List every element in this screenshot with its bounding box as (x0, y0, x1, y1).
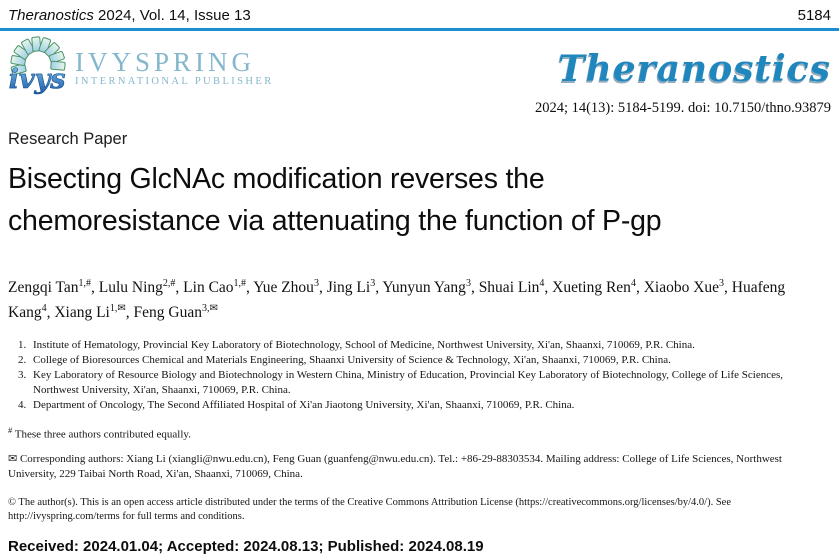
logo-row (0, 31, 839, 127)
equal-contribution-note (0, 412, 839, 441)
running-header (0, 0, 839, 24)
license-note: © The author(s). This is an open access article distributed under the terms of the Creative Commons Attribution License (https://creativecommons.org/licenses/by/4.0/). See http://ivyspring.com/terms for full terms and conditions. (8, 496, 731, 523)
author: Yue Zhou$^3$, (253, 277, 327, 296)
author: Jing Li$^3$, (326, 277, 383, 296)
affiliation-list (8, 338, 831, 412)
article-type-label: Research Paper (8, 130, 128, 148)
running-issue-info: 2024, Vol. 14, Issue 13 (93, 7, 251, 24)
affiliation-item: 3. Key Laboratory of Resource Biology and Biotechnology in Western China, Ministry of Education, Provincial Key Laboratory of Biotechnology, College of Life Sciences, Northwest University, Xi'an, Shaanxi, 710069, P.R. China. (29, 368, 831, 398)
corresponding-authors-note (0, 441, 839, 482)
affiliation-item: 1. Institute of Hematology, Provincial Key Laboratory of Biotechnology, School of Medicine, Northwest University, Xi'an, Shaanxi, 710069, P.R. China. (29, 338, 831, 353)
equal-contribution-marker: # (8, 425, 13, 436)
theranostics-wordmark: Theranostics (557, 48, 831, 90)
article-dates: Received: 2024.01.04; Accepted: 2024.08.13; Published: 2024.08.19 (8, 537, 484, 555)
ivyspring-monogram: ivys (8, 64, 66, 95)
journal-identity (535, 36, 831, 117)
author: Lulu Ning$^{2,\#}$, (98, 277, 184, 296)
affiliation-item: 4. Department of Oncology, The Second Affiliated Hospital of Xi'an Jiaotong University, Xi'an, Shaanxi, 710069, P.R. China. (29, 398, 831, 413)
author: Feng Guan$^{3,✉}$ (133, 302, 218, 321)
author: Yunyun Yang$^3$, (382, 277, 479, 296)
author: Shuai Lin$^4$, (478, 277, 553, 296)
equal-contribution-text: These three authors contributed equally. (12, 428, 191, 441)
author-list (0, 258, 808, 323)
author: Huafeng Kang$^4$, (8, 278, 786, 321)
corresponding-authors-text: Corresponding authors: Xiang Li (xiangli@nwu.edu.cn), Feng Guan (guanfeng@nwu.edu.cn). Tel.: +86-29-88303534. Mailing address: College of Life Sciences, Northwest University, 229 Taibai North Road, Xi'an, Shaanxi, 710069, China. (8, 452, 782, 480)
author: Xiaobo Xue$^3$, (643, 277, 732, 296)
author: Zengqi Tan$^{1,\#}$, (8, 277, 99, 296)
article-citation: 2024; 14(13): 5184-5199. doi: 10.7150/thno.93879 (534, 100, 831, 116)
article-title-line1: Bisecting GlcNAc modification reverses the (8, 163, 545, 195)
publisher-text (75, 48, 274, 87)
running-journal-name: Theranostics (8, 7, 94, 24)
ivyspring-ring-icon (8, 38, 68, 96)
article-title-line2: chemoresistance via attenuating the function of P-gp (8, 205, 662, 237)
running-header-left (8, 7, 251, 24)
author: Xiang $Li^{1,✉}$, (54, 302, 134, 321)
affiliation-item: 2. College of Bioresources Chemical and Materials Engineering, Shaanxi University of Science & Technology, Xi'an, Shaanxi, 710069, P.R. China. (29, 353, 831, 368)
author: Xueting Ren$^4$, (552, 277, 644, 296)
article-title (0, 149, 839, 242)
publisher-tagline: INTERNATIONAL PUBLISHER (75, 75, 274, 87)
publisher-name: IVYSPRING (75, 46, 256, 77)
envelope-icon: ✉ (8, 452, 18, 465)
running-page-number: 5184 (797, 7, 831, 24)
author: Lin Cao$^{1,\#}$, (183, 277, 254, 296)
ivyspring-logo (8, 36, 274, 96)
